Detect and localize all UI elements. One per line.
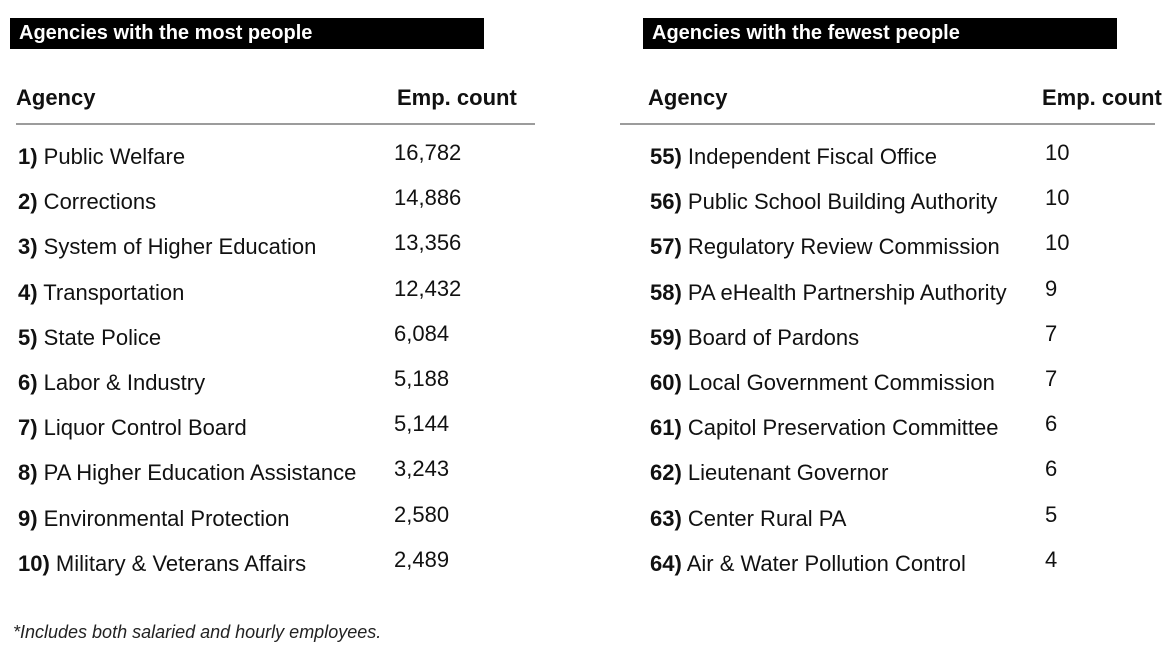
agency-name: System of Higher Education <box>37 234 317 260</box>
table-row <box>0 541 585 586</box>
table-rows <box>0 134 585 586</box>
emp-count-value: 9 <box>1045 275 1058 301</box>
agency-name: Air & Water Pollution Control <box>681 550 966 576</box>
rank-label: 56) <box>650 189 682 215</box>
table-row <box>0 134 585 179</box>
agency-name: Liquor Control Board <box>37 415 247 441</box>
emp-count-value: 16,782 <box>394 140 462 165</box>
agency-cell <box>650 496 846 541</box>
rank-label: 8) <box>18 460 38 486</box>
agency-cell <box>18 360 205 405</box>
column-header-emp-count: Emp. count <box>1042 85 1162 110</box>
rank-label: 7) <box>18 415 38 441</box>
rank-label: 55) <box>650 144 682 169</box>
table-row <box>0 315 585 360</box>
table-row <box>585 179 1170 224</box>
agency-name: Center Rural PA <box>681 505 847 531</box>
agency-name: Corrections <box>37 189 157 215</box>
agency-cell <box>18 179 156 224</box>
table-row <box>0 450 585 495</box>
table-title-bar <box>643 18 1117 49</box>
agency-name: Public Welfare <box>37 144 186 169</box>
emp-count-value: 3,243 <box>394 456 450 482</box>
agency-cell <box>650 224 1000 269</box>
emp-count-value: 10 <box>1045 230 1070 256</box>
table-row <box>0 224 585 269</box>
agency-name: Military & Veterans Affairs <box>49 550 307 576</box>
table-fewest-people <box>585 0 1170 657</box>
emp-count-value: 5 <box>1045 501 1058 527</box>
table-row <box>585 450 1170 495</box>
table-row <box>585 360 1170 405</box>
table-row <box>0 360 585 405</box>
header-divider-line <box>16 123 535 125</box>
rank-label: 1) <box>18 144 38 169</box>
agency-name: PA eHealth Partnership Authority <box>681 279 1007 305</box>
agency-cell <box>18 496 289 541</box>
table-row <box>585 224 1170 269</box>
rank-label: 4) <box>18 279 38 305</box>
agency-cell <box>650 450 889 495</box>
rank-label: 60) <box>650 369 682 395</box>
header-divider-line <box>620 123 1155 125</box>
rank-label: 57) <box>650 234 682 260</box>
agency-name: State Police <box>37 324 162 350</box>
agency-name: PA Higher Education Assistance <box>37 460 357 486</box>
emp-count-value: 10 <box>1045 185 1070 211</box>
agency-cell <box>650 360 995 405</box>
rank-label: 62) <box>650 460 682 486</box>
agency-cell <box>650 270 1007 315</box>
agency-name: Board of Pardons <box>681 324 860 350</box>
emp-count-value: 10 <box>1045 140 1070 165</box>
rank-label: 9) <box>18 505 38 531</box>
emp-count-value: 5,188 <box>394 365 450 391</box>
agency-cell <box>18 315 161 360</box>
table-row <box>585 405 1170 450</box>
table-row <box>585 134 1170 179</box>
agency-cell <box>18 134 185 179</box>
agency-cell <box>650 405 998 450</box>
column-header-agency: Agency <box>648 85 728 110</box>
rank-label: 59) <box>650 324 682 350</box>
agency-cell <box>18 405 247 450</box>
agency-cell <box>18 450 356 495</box>
table-row <box>0 270 585 315</box>
agency-name: Transportation <box>37 279 185 305</box>
emp-count-value: 2,580 <box>394 501 450 527</box>
agency-cell <box>650 315 859 360</box>
table-row <box>585 270 1170 315</box>
table-row <box>0 405 585 450</box>
table-title: Agencies with the fewest people <box>652 22 960 44</box>
table-rows <box>585 134 1170 586</box>
emp-count-value: 6 <box>1045 456 1058 482</box>
table-row <box>585 315 1170 360</box>
emp-count-value: 7 <box>1045 320 1058 346</box>
agency-cell <box>18 224 316 269</box>
emp-count-value: 6,084 <box>394 320 450 346</box>
agency-name: Capitol Preservation Committee <box>681 415 999 441</box>
emp-count-value: 12,432 <box>394 275 462 301</box>
agency-name: Local Government Commission <box>681 369 995 395</box>
agency-cell <box>650 541 966 586</box>
table-title: Agencies with the most people <box>19 22 313 44</box>
agency-name: Lieutenant Governor <box>681 460 889 486</box>
agency-cell <box>18 270 184 315</box>
table-row <box>0 179 585 224</box>
emp-count-value: 6 <box>1045 411 1058 437</box>
agency-name: Environmental Protection <box>37 505 290 531</box>
agency-name: Public School Building Authority <box>681 189 998 215</box>
agency-cell <box>18 541 306 586</box>
emp-count-value: 2,489 <box>394 546 450 572</box>
emp-count-value: 14,886 <box>394 185 462 211</box>
rank-label: 6) <box>18 369 38 395</box>
rank-label: 3) <box>18 234 38 260</box>
table-title-bar <box>10 18 484 49</box>
table-row <box>0 496 585 541</box>
rank-label: 5) <box>18 324 38 350</box>
rank-label: 10) <box>18 550 50 576</box>
rank-label: 2) <box>18 189 38 215</box>
rank-label: 64) <box>650 550 682 576</box>
column-header-agency: Agency <box>16 85 96 110</box>
rank-label: 58) <box>650 279 682 305</box>
agency-name: Regulatory Review Commission <box>681 234 1000 260</box>
rank-label: 63) <box>650 505 682 531</box>
emp-count-value: 13,356 <box>394 230 462 256</box>
table-row <box>585 496 1170 541</box>
emp-count-value: 4 <box>1045 546 1058 572</box>
agency-cell <box>650 179 997 224</box>
rank-label: 61) <box>650 415 682 441</box>
agency-cell <box>650 134 937 179</box>
column-header-emp-count: Emp. count <box>397 85 517 110</box>
emp-count-value: 7 <box>1045 365 1058 391</box>
emp-count-value: 5,144 <box>394 411 450 437</box>
agency-name: Labor & Industry <box>37 369 206 395</box>
agency-name: Independent Fiscal Office <box>681 144 937 169</box>
table-row <box>585 541 1170 586</box>
footnote: *Includes both salaried and hourly employees. <box>13 622 382 642</box>
